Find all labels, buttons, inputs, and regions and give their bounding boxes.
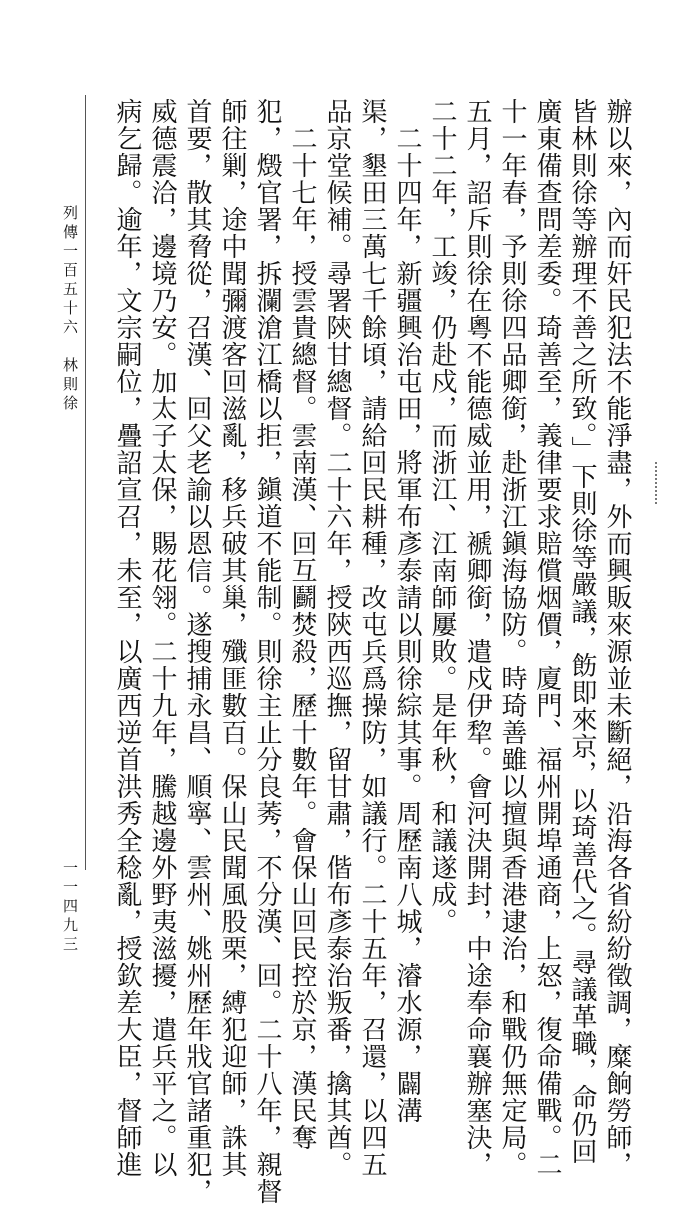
text-column-7: 二十四年，新疆興治屯田，將軍布彥泰請以則徐綜其事。周歷南八城，濬水源，闢溝 (392, 98, 422, 1124)
text-column-9: 品京堂候補。尋署陝甘總督。二十六年，授陝西巡撫，留甘肅，偕布彥泰治叛番，擒其酋。 (322, 98, 352, 1178)
column-divider (85, 95, 86, 870)
text-column-10: 二十七年，授雲貴總督。雲南漢、回互鬬焚殺，歷十數年。會保山回民控於京，漢民奪 (287, 98, 317, 1151)
text-column-5: 五月，詔斥則徐在粵不能德威並用，褫卿銜，遣戍伊犂。會河決開封，中途奉命襄辦塞決， (462, 98, 492, 1178)
text-column-12: 師往剿，途中聞彌渡客回滋亂，移兵破其巢，殲匪數百。保山民聞風股栗，縛犯迎師，誅其 (217, 98, 247, 1178)
text-column-15: 病乞歸。逾年，文宗嗣位，疊詔宣召，未至，以廣西逆首洪秀全稔亂，授欽差大臣，督師進 (112, 98, 142, 1178)
text-column-2: 皆林則徐等辦理不善之所致。」下則徐等嚴議，飭即來京，以琦善代之。尋議革職，命仍回 (567, 98, 597, 1165)
text-column-13: 首要，散其脅從，召漢、回父老諭以恩信。遂搜捕永昌、順寧、雲州、姚州歷年戕官諸重犯， (182, 98, 212, 1205)
text-column-6: 二十二年，工竣，仍赴戍，而浙江、江南師屢敗。是年秋，和議遂成。 (427, 98, 457, 935)
text-column-11: 犯，燬官署，拆瀾滄江橋以拒，鎭道不能制。則徐主止分良莠，不分漢、回。二十八年，親督 (252, 98, 282, 1205)
page-number: 一一四九三 (61, 860, 79, 955)
binding-mark (655, 462, 671, 504)
text-column-8: 渠，墾田三萬七千餘頃，請給回民耕種，改屯兵爲操防，如議行。二十五年，召還，以四五 (357, 98, 387, 1178)
text-column-14: 威德震洽，邊境乃安。加太子太保，賜花翎。二十九年，騰越邊外野夷滋擾，遣兵平之。以 (147, 98, 177, 1178)
text-column-3: 廣東備查問差委。琦善至，義律要求賠償烟價，廈門、福州開埠通商，上怒，復命備戰。二 (532, 98, 562, 1178)
text-column-1: 辦以來，內而奸民犯法不能淨盡，外而興販來源並未斷絕，沿海各省紛紛徵調，糜餉勞師， (602, 98, 632, 1178)
running-header: 列傳一百五十六 林則徐 (61, 205, 79, 414)
text-column-4: 十一年春，予則徐四品卿銜，赴浙江鎭海協防。時琦善雖以擅與香港逮治，和戰仍無定局。 (497, 98, 527, 1178)
